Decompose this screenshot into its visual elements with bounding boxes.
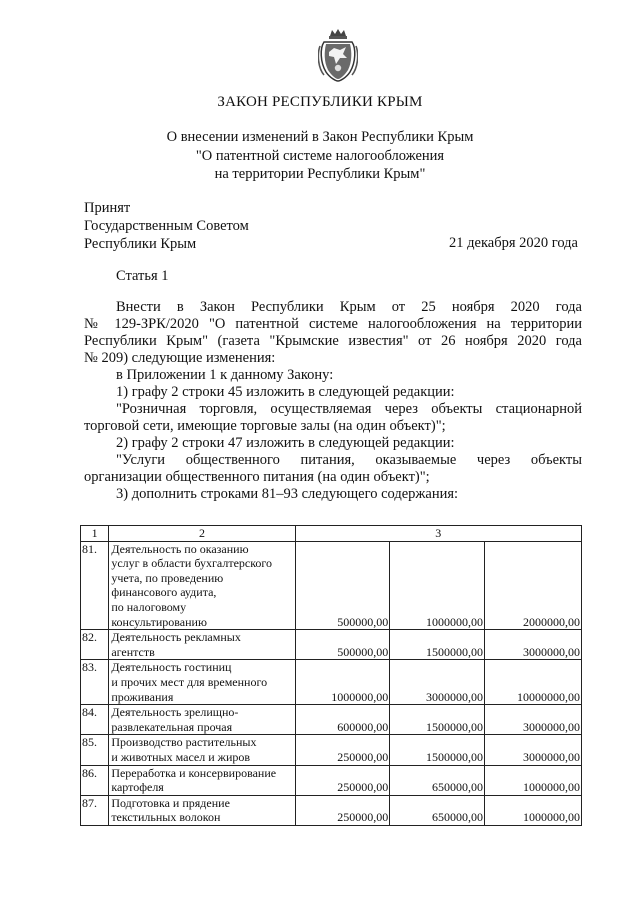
table-row	[81, 541, 582, 630]
amount-cell: 1500000,00	[390, 705, 485, 735]
crimea-coat-of-arms-icon	[318, 28, 358, 82]
activity-name-line: картофеля	[111, 780, 164, 795]
activity-name-line: Переработка и консервирование	[111, 765, 277, 780]
activity-name-line: агентств	[111, 644, 155, 659]
amount-cell: 10000000,00	[485, 660, 582, 705]
paragraph-line: в Приложении 1 к данному Закону:	[116, 367, 334, 383]
row-number: 84.	[81, 705, 109, 735]
accepted-block	[84, 199, 249, 253]
amount-cell: 500000,00	[295, 541, 390, 630]
table-row	[81, 765, 582, 795]
activity-name-line: Деятельность гостиниц	[111, 660, 232, 675]
activity-name-line: учета, по проведению	[111, 570, 224, 585]
amount-cell: 650000,00	[390, 765, 485, 795]
column-header: 3	[295, 526, 581, 542]
activity-name-line: Деятельность зрелищно-	[111, 705, 239, 720]
activity-name-line: Производство растительных	[111, 735, 257, 750]
subtitle-line: О внесении изменений в Закон Республики Крым	[166, 129, 474, 145]
amendment-item: 1) графу 2 строки 45 изложить в следующей редакции:	[116, 384, 455, 400]
activity-name	[109, 795, 295, 825]
quote-line: "Услуги общественного питания, оказываемые через объекты	[116, 452, 582, 468]
column-header: 2	[109, 526, 295, 542]
activity-name-line: Деятельность по оказанию	[111, 541, 249, 556]
activity-name-line: Деятельность рекламных	[111, 630, 241, 645]
amendment-item: 2) графу 2 строки 47 изложить в следующей редакции:	[116, 435, 455, 451]
activity-name-line: услуг в области бухгалтерского	[111, 556, 273, 571]
accepted-line: Республики Крым	[84, 236, 197, 252]
table-row	[81, 795, 582, 825]
accepted-line: Государственным Советом	[84, 218, 249, 234]
activity-name-line: по налоговому	[111, 599, 187, 614]
amount-cell: 1000000,00	[485, 765, 582, 795]
activity-name	[109, 660, 295, 705]
activity-name-line: и животных масел и жиров	[111, 749, 251, 764]
paragraph-line: № 129-ЗРК/2020 "О патентной системе налогообложения на территории	[84, 316, 582, 332]
table-row	[81, 660, 582, 705]
quote-line: организации общественного питания (на один объект)";	[84, 469, 430, 485]
activity-name-line: финансового аудита,	[111, 585, 217, 600]
accepted-line: Принят	[84, 200, 131, 216]
amount-cell: 600000,00	[295, 705, 390, 735]
activity-name-line: и прочих мест для временного	[111, 674, 268, 689]
amount-cell: 1000000,00	[485, 795, 582, 825]
amount-cell: 1000000,00	[390, 541, 485, 630]
activity-name	[109, 765, 295, 795]
amount-cell: 250000,00	[295, 795, 390, 825]
amount-cell: 1000000,00	[295, 660, 390, 705]
paragraph-line: № 209) следующие изменения:	[84, 350, 276, 366]
quote-line: "Розничная торговля, осуществляемая через объекты стационарной	[116, 401, 582, 417]
quote-line: торговой сети, имеющие торговые залы (на один объект)";	[84, 418, 446, 434]
amendment-item: 3) дополнить строками 81–93 следующего содержания:	[116, 486, 459, 502]
amount-cell: 1500000,00	[390, 735, 485, 765]
paragraph-line: Республики Крым" (газета "Крымские известия" от 26 ноября 2020 года	[84, 333, 582, 349]
subtitle-line: на территории Республики Крым"	[214, 166, 426, 182]
table-header-row	[81, 526, 582, 542]
document-title: ЗАКОН РЕСПУБЛИКИ КРЫМ	[217, 94, 423, 110]
table-body	[81, 541, 582, 825]
amount-cell: 500000,00	[295, 630, 390, 660]
amount-cell: 2000000,00	[485, 541, 582, 630]
document-subtitle	[0, 128, 640, 184]
activity-name	[109, 541, 295, 630]
row-number: 87.	[81, 795, 109, 825]
amount-cell: 250000,00	[295, 765, 390, 795]
activity-name-line: проживания	[111, 689, 174, 704]
amount-cell: 3000000,00	[485, 630, 582, 660]
row-number: 82.	[81, 630, 109, 660]
amount-cell: 3000000,00	[390, 660, 485, 705]
activity-name	[109, 630, 295, 660]
row-number: 83.	[81, 660, 109, 705]
rates-table	[80, 525, 582, 826]
column-header: 1	[81, 526, 109, 542]
row-number: 81.	[81, 541, 109, 630]
table-row	[81, 735, 582, 765]
activity-name-line: развлекательная прочая	[111, 719, 233, 734]
row-number: 85.	[81, 735, 109, 765]
amount-cell: 650000,00	[390, 795, 485, 825]
amount-cell: 250000,00	[295, 735, 390, 765]
article-heading: Статья 1	[116, 268, 169, 284]
subtitle-line: "О патентной системе налогообложения	[195, 147, 445, 164]
row-number: 86.	[81, 765, 109, 795]
activity-name	[109, 735, 295, 765]
amount-cell: 3000000,00	[485, 705, 582, 735]
adoption-date: 21 декабря 2020 года	[449, 235, 578, 251]
amount-cell: 1500000,00	[390, 630, 485, 660]
activity-name-line: текстильных волокон	[111, 810, 221, 825]
amount-cell: 3000000,00	[485, 735, 582, 765]
activity-name-line: консультированию	[111, 614, 207, 629]
paragraph-line: Внести в Закон Республики Крым от 25 ноября 2020 года	[116, 299, 582, 315]
article-body	[84, 299, 582, 503]
activity-name-line: Подготовка и прядение	[111, 795, 230, 810]
table-row	[81, 705, 582, 735]
table-row	[81, 630, 582, 660]
activity-name	[109, 705, 295, 735]
